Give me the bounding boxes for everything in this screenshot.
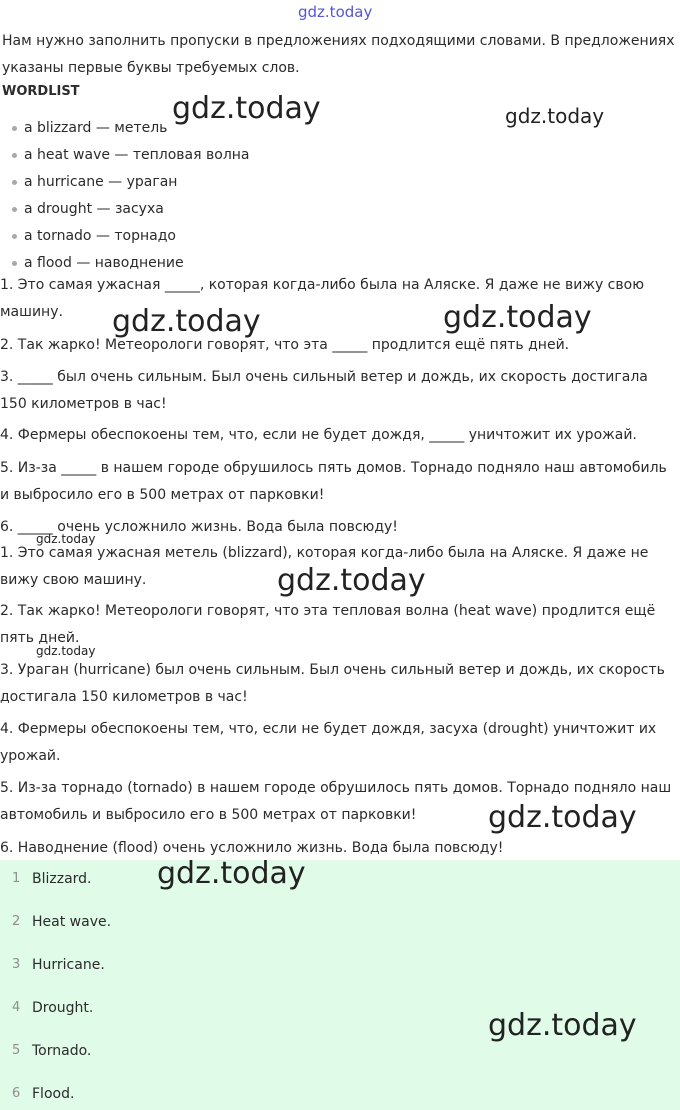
list-item: a drought — засуха — [12, 196, 250, 223]
answer-text: Drought. — [32, 1000, 94, 1016]
bullet-icon — [12, 153, 17, 158]
list-item: a heat wave — тепловая волна — [12, 142, 250, 169]
solution-sentence-1: 1. Это самая ужасная метель (blizzard), которая когда-либо была на Аляске. Я даже не вижу свою машину. — [0, 545, 649, 588]
solution-sentence-2: 2. Так жарко! Метеорологи говорят, что эта тепловая волна (heat wave) продлится ещё пять дней. — [0, 603, 656, 646]
watermark: gdz.today — [36, 532, 96, 546]
solution-sentence-3: 3. Ураган (hurricane) был очень сильным. Был очень сильный ветер и дождь, их скорость достигала 150 километров в час! — [0, 662, 665, 705]
watermark: gdz.today — [36, 644, 96, 658]
solution-sentence-5: 5. Из-за торнадо (tornado) в нашем городе обрушилось пять домов. Торнадо подняло наш автомобиль и выбросило его в 500 метрах от парковки! — [0, 780, 672, 823]
list-item: a flood — наводнение — [12, 250, 250, 277]
solution-sentence-6: 6. Наводнение (flood) очень усложнило жизнь. Вода была повсюду! — [0, 840, 504, 856]
watermark: gdz.today — [172, 91, 321, 126]
answer-number: 2 — [12, 914, 21, 929]
watermark: gdz.today — [112, 304, 261, 339]
task-sentence-2: 2. Так жарко! Метеорологи говорят, что эта _____ продлится ещё пять дней. — [0, 337, 570, 353]
task-sentence-3: 3. _____ был очень сильным. Был очень сильный ветер и дождь, их скорость достигала 150 километров в час! — [0, 369, 648, 412]
task-sentence-1: 1. Это самая ужасная _____, которая когда-либо была на Аляске. Я даже не вижу свою машину. — [0, 277, 644, 320]
answer-number: 3 — [12, 957, 21, 972]
watermark: gdz.today — [488, 1008, 637, 1043]
task-sentence-5: 5. Из-за _____ в нашем городе обрушилось пять домов. Торнадо подняло наш автомобиль и выбросило его в 500 метрах от парковки! — [0, 460, 667, 503]
wordlist-title: WORDLIST — [2, 84, 80, 99]
bullet-icon — [12, 261, 17, 266]
intro-text: Нам нужно заполнить пропуски в предложениях подходящими словами. В предложениях указаны первые буквы требуемых слов. — [2, 33, 675, 76]
answer-text: Tornado. — [32, 1043, 92, 1059]
answer-number: 4 — [12, 1000, 21, 1015]
watermark: gdz.today — [488, 800, 637, 835]
answer-text: Hurricane. — [32, 957, 105, 973]
wordlist — [12, 115, 250, 277]
answer-number: 5 — [12, 1043, 21, 1058]
watermark: gdz.today — [505, 104, 605, 128]
watermark: gdz.today — [157, 856, 306, 891]
list-item: a hurricane — ураган — [12, 169, 250, 196]
task-sentence-4: 4. Фермеры обеспокоены тем, что, если не будет дождя, _____ уничтожит их урожай. — [0, 427, 637, 443]
answer-text: Flood. — [32, 1086, 75, 1102]
answer-text: Heat wave. — [32, 914, 112, 930]
watermark: gdz.today — [277, 563, 426, 598]
bullet-icon — [12, 234, 17, 239]
bullet-icon — [12, 180, 17, 185]
solution-sentence-4: 4. Фермеры обеспокоены тем, что, если не будет дождя, засуха (drought) уничтожит их урожай. — [0, 721, 657, 764]
bullet-icon — [12, 207, 17, 212]
answers-panel — [0, 856, 680, 1110]
list-item: a blizzard — метель — [12, 115, 250, 142]
bullet-icon — [12, 126, 17, 131]
watermark: gdz.today — [443, 300, 592, 335]
task-sentence-6: 6. _____ очень усложнило жизнь. Вода была повсюду! — [0, 519, 398, 535]
answer-number: 6 — [12, 1086, 21, 1101]
list-item: a tornado — торнадо — [12, 223, 250, 250]
answer-text: Blizzard. — [32, 871, 92, 887]
site-header-link[interactable]: gdz.today — [298, 3, 373, 21]
answer-number: 1 — [12, 871, 21, 886]
